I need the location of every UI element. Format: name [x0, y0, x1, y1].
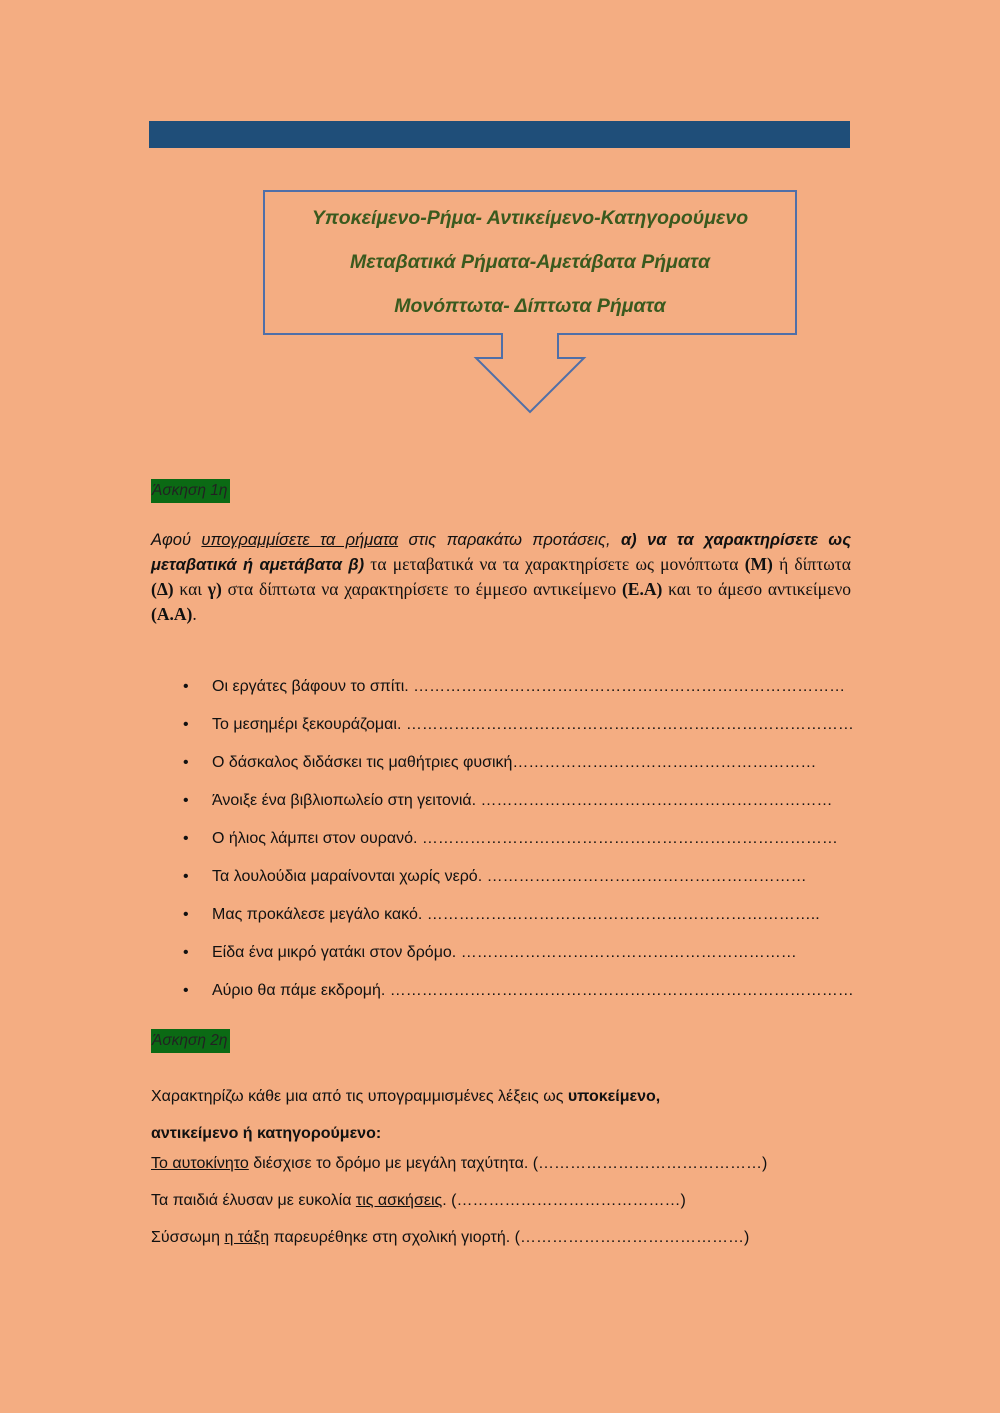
instr-line-1 [151, 1078, 851, 1115]
instr-bold: (Α.Α) [151, 604, 193, 624]
bullet-icon: • [183, 868, 189, 885]
title-line-1: Υποκείμενο-Ρήμα- Αντικείμενο-Κατηγορούμενο [311, 207, 749, 229]
item-text: παρευρέθηκε στη σχολική γιορτή. (……………………………………) [269, 1229, 750, 1246]
instr-bold: γ) [207, 579, 222, 599]
list-item [151, 1223, 851, 1260]
header-bar [149, 121, 850, 148]
bullet-icon: • [183, 944, 189, 961]
instr-text: και το άμεσο αντικείμενο [662, 579, 852, 599]
instr-text: στις παρακάτω προτάσεις, [398, 531, 621, 549]
instr-bold: αντικείμενο ή κατηγορούμενο: [151, 1125, 382, 1142]
sentence-text: Αύριο θα πάμε εκδρομή. …………………………………………………………………………… [212, 982, 854, 999]
list-item [183, 862, 863, 900]
instr-text: τα μεταβατικά να τα χαρακτηρίσετε ως μονόπτωτα [364, 554, 745, 574]
bullet-icon: • [183, 906, 189, 923]
item-text: . (……………………………………) [442, 1192, 686, 1209]
list-item [183, 710, 863, 748]
list-item [183, 748, 863, 786]
exercise-2-items [151, 1149, 851, 1260]
exercise-2-label: Άσκηση 2η [151, 1029, 230, 1053]
instr-text: . [192, 604, 197, 624]
instr-text: Χαρακτηρίζω κάθε μια από τις υπογραμμισμένες λέξεις ως [151, 1088, 568, 1105]
item-text: Τα παιδιά έλυσαν με ευκολία [151, 1192, 356, 1209]
sentence-text: Τα λουλούδια μαραίνονται χωρίς νερό. …………………………………………………… [212, 868, 807, 885]
instr-bold: α) να τα χαρακτηρίσετε ως [620, 531, 851, 549]
sentence-text: Το μεσημέρι ξεκουράζομαι. ………………………………………………………………………… [212, 716, 854, 733]
list-item [183, 976, 863, 1014]
instr-line-2 [151, 1115, 851, 1152]
instr-bold: (Μ) [744, 554, 773, 574]
instr-bold: (Ε.Α) [621, 579, 663, 599]
sentence-text: Άνοιξε ένα βιβλιοπωλείο στη γειτονιά. ………………………………………………………… [212, 792, 833, 809]
instr-text: ή δίπτωτα [772, 554, 851, 574]
exercise-1-sentence-list [183, 672, 863, 1014]
title-callout [262, 190, 800, 415]
list-item [183, 786, 863, 824]
bullet-icon: • [183, 982, 189, 999]
instr-bold: (Δ) [151, 579, 174, 599]
bullet-icon: • [183, 678, 189, 695]
item-text: Σύσσωμη [151, 1229, 225, 1246]
bullet-icon: • [183, 716, 189, 733]
exercise-1-instructions [151, 528, 851, 627]
callout-title [264, 202, 796, 334]
list-item [151, 1149, 851, 1186]
bullet-icon: • [183, 754, 189, 771]
instr-underlined: υπογραμμίσετε τα ρήματα [201, 531, 399, 549]
exercise-2-instructions [151, 1078, 851, 1152]
instr-text: και [173, 579, 208, 599]
list-item [183, 824, 863, 862]
sentence-text: Είδα ένα μικρό γατάκι στον δρόμο. ……………………………………………………… [212, 944, 797, 961]
exercise-1-label: Άσκηση 1η [151, 479, 230, 503]
list-item [183, 900, 863, 938]
sentence-text: Ο δάσκαλος διδάσκει τις μαθήτριες φυσική………………………………………………… [212, 754, 817, 771]
item-text: διέσχισε το δρόμο με μεγάλη ταχύτητα. (……………………………………) [248, 1155, 768, 1172]
list-item [183, 938, 863, 976]
bullet-icon: • [183, 792, 189, 809]
instr-bold: μεταβατικά ή αμετάβατα β) [151, 556, 365, 574]
list-item [151, 1186, 851, 1223]
sentence-text: Οι εργάτες βάφουν το σπίτι. ……………………………………………………………………… [212, 678, 846, 695]
instr-bold: υποκείμενο, [567, 1088, 661, 1105]
instr-text: Αφού [151, 531, 202, 549]
underlined-word: η τάξη [224, 1229, 270, 1246]
instr-text: στα δίπτωτα να χαρακτηρίσετε το έμμεσο αντικείμενο [221, 579, 622, 599]
underlined-word: Το αυτοκίνητο [151, 1155, 249, 1172]
bullet-icon: • [183, 830, 189, 847]
title-line-2: Μεταβατικά Ρήματα-Αμετάβατα Ρήματα [349, 251, 711, 273]
title-line-3: Μονόπτωτα- Δίπτωτα Ρήματα [394, 295, 666, 317]
list-item [183, 672, 863, 710]
underlined-word: τις ασκήσεις [355, 1192, 443, 1209]
sentence-text: Μας προκάλεσε μεγάλο κακό. ……………………………………………………………….. [212, 906, 820, 923]
sentence-text: Ο ήλιος λάμπει στον ουρανό. …………………………………………………………………… [212, 830, 838, 847]
